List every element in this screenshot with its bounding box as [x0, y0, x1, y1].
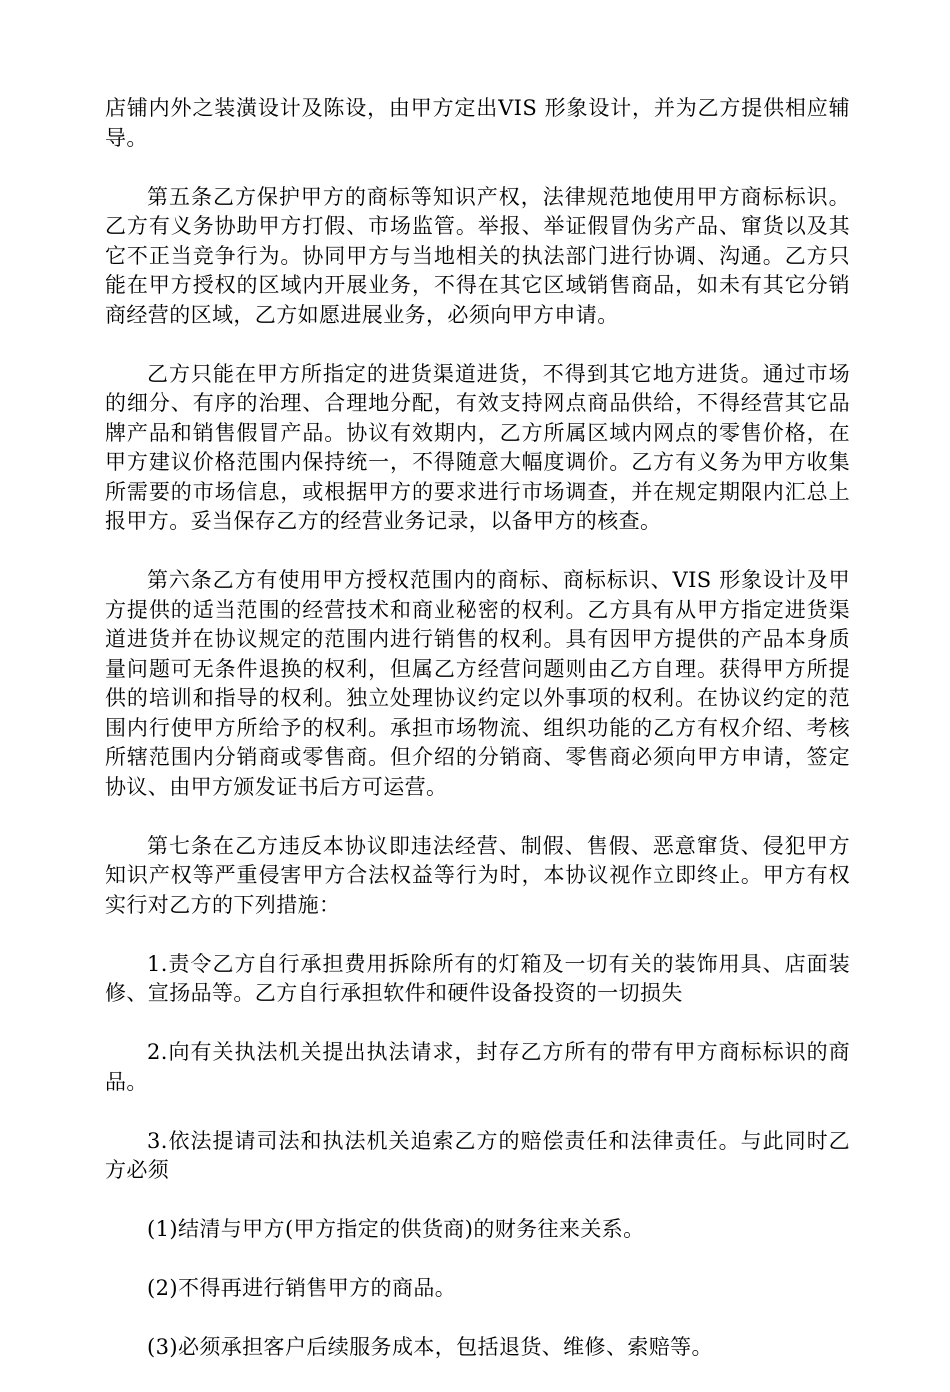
- paragraph-article-6: 第六条乙方有使用甲方授权范围内的商标、商标标识、VIS 形象设计及甲方提供的适当范围的经营技术和商业秘密的权利。乙方具有从甲方指定进货渠道进货并在协议规定的范围内进行销售的权利。具有因甲方提供的产品本身质量问题可无条件退换的权利，但属乙方经营问题则由乙方自理。获得甲方所提供的培训和指导的权利。独立处理协议约定以外事项的权利。在协议约定的范围内行使甲方所给予的权利。承担市场物流、组织功能的乙方有权介绍、考核所辖范围内分销商或零售商。但介绍的分销商、零售商必须向甲方申请，签定协议、由甲方颁发证书后方可运营。: [105, 568, 850, 799]
- paragraph-article-5: 第五条乙方保护甲方的商标等知识产权，法律规范地使用甲方商标标识。乙方有义务协助甲方打假、市场监管。举报、举证假冒伪劣产品、窜货以及其它不正当竞争行为。协同甲方与当地相关的执法部门进行协调、沟通。乙方只能在甲方授权的区域内开展业务，不得在其它区域销售商品，如未有其它分销商经营的区域，乙方如愿进展业务，必须向甲方申请。: [105, 184, 850, 327]
- paragraph-purchase-channel: 乙方只能在甲方所指定的进货渠道进货，不得到其它地方进货。通过市场的细分、有序的治理、合理地分配，有效支持网点商品供给，不得经营其它品牌产品和销售假冒产品。协议有效期内，乙方所属区域内网点的零售价格，在甲方建议价格范围内保持统一，不得随意大幅度调价。乙方有义务为甲方收集所需要的市场信息，或根据甲方的要求进行市场调查，并在规定期限内汇总上报甲方。妥当保存乙方的经营业务记录，以备甲方的核查。: [105, 361, 850, 533]
- paragraph-article-7: 第七条在乙方违反本协议即违法经营、制假、售假、恶意窜货、侵犯甲方知识产权等严重侵害甲方合法权益等行为时，本协议视作立即终止。甲方有权实行对乙方的下列措施：: [105, 833, 850, 917]
- paragraph-measure-2: 2.向有关执法机关提出执法请求，封存乙方所有的带有甲方商标标识的商品。: [105, 1040, 850, 1094]
- paragraph-item-3: (3)必须承担客户后续服务成本，包括退货、维修、索赔等。: [147, 1335, 713, 1359]
- paragraph-measure-1: 1.责令乙方自行承担费用拆除所有的灯箱及一切有关的装饰用具、店面装修、宣扬品等。乙方自行承担软件和硬件设备投资的一切损失: [105, 951, 850, 1005]
- paragraph-vis-design: 店铺内外之装潢设计及陈设，由甲方定出VIS 形象设计，并为乙方提供相应辅导。: [105, 96, 850, 150]
- paragraph-item-2: (2)不得再进行销售甲方的商品。: [147, 1276, 457, 1300]
- document-body: [105, 94, 850, 1392]
- paragraph-measure-3: 3.依法提请司法和执法机关追索乙方的赔偿责任和法律责任。与此同时乙方必须: [105, 1128, 850, 1182]
- paragraph-item-1: (1)结清与甲方(甲方指定的供货商)的财务往来关系。: [147, 1217, 645, 1241]
